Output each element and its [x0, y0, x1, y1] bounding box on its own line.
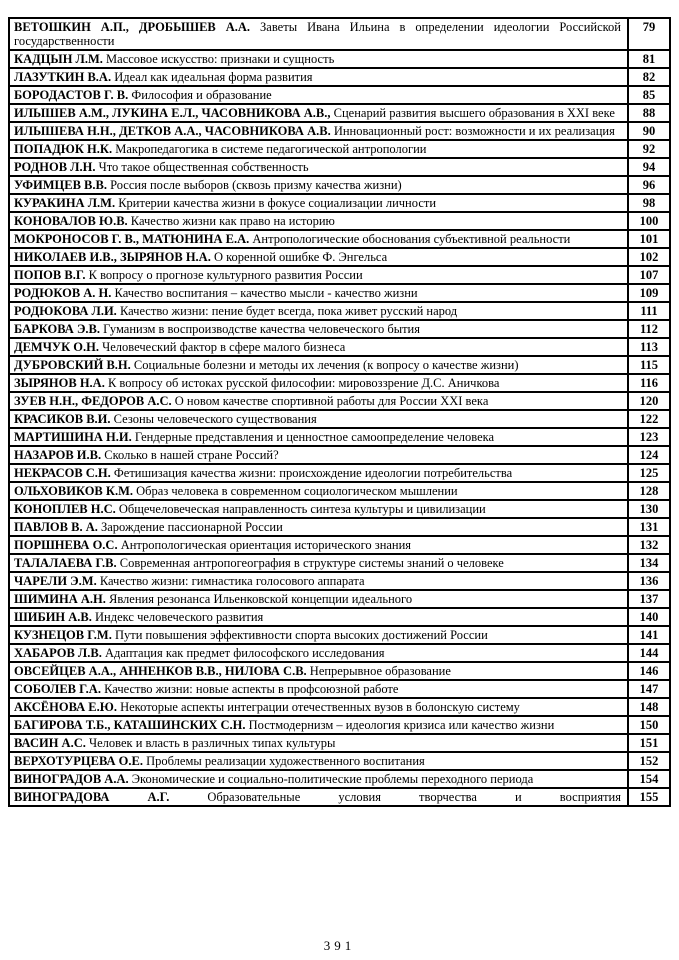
entry-text: ПАВЛОВ В. А. Зарождение пассионарной России: [9, 518, 628, 536]
entry-authors: ПОПОВ В.Г.: [14, 268, 86, 282]
entry-authors: БОРОДАСТОВ Г. В.: [14, 88, 129, 102]
toc-row: [9, 356, 670, 374]
entry-authors: СОБОЛЕВ Г.А.: [14, 682, 101, 696]
entry-text: ОЛЬХОВИКОВ К.М. Образ человека в современном социологическом мышлении: [9, 482, 628, 500]
entry-page-number: 100: [628, 212, 670, 230]
entry-authors: КОНОВАЛОВ Ю.В.: [14, 214, 128, 228]
toc-row: [9, 68, 670, 86]
entry-authors: КАДЦЫН Л.М.: [14, 52, 103, 66]
toc-row: [9, 86, 670, 104]
entry-page-number: 148: [628, 698, 670, 716]
toc-row: [9, 662, 670, 680]
entry-page-number: 122: [628, 410, 670, 428]
entry-page-number: 102: [628, 248, 670, 266]
entry-text: НАЗАРОВ И.В. Сколько в нашей стране Россий?: [9, 446, 628, 464]
toc-row: [9, 608, 670, 626]
entry-authors: МАРТИШИНА Н.И.: [14, 430, 132, 444]
entry-page-number: 152: [628, 752, 670, 770]
entry-page-number: 125: [628, 464, 670, 482]
entry-authors: ЗУЕВ Н.Н., ФЕДОРОВ А.С.: [14, 394, 172, 408]
entry-authors: ЛАЗУТКИН В.А.: [14, 70, 112, 84]
entry-page-number: 113: [628, 338, 670, 356]
toc-row: [9, 50, 670, 68]
toc-row: [9, 410, 670, 428]
toc-row: [9, 140, 670, 158]
toc-row: [9, 392, 670, 410]
entry-text: ПОРШНЕВА О.С. Антропологическая ориентация исторического знания: [9, 536, 628, 554]
entry-page-number: 124: [628, 446, 670, 464]
toc-row: [9, 500, 670, 518]
entry-text: ВЕТОШКИН А.П., ДРОБЫШЕВ А.А. Заветы Ивана Ильина в определении идеологии Российской государственности: [9, 18, 628, 50]
entry-page-number: 92: [628, 140, 670, 158]
entry-text: ДУБРОВСКИЙ В.Н. Социальные болезни и методы их лечения (к вопросу о качестве жизни): [9, 356, 628, 374]
entry-page-number: 155: [628, 788, 670, 806]
entry-authors: ПОПАДЮК Н.К.: [14, 142, 113, 156]
entry-authors: ДУБРОВСКИЙ В.Н.: [14, 358, 131, 372]
toc-row: [9, 536, 670, 554]
entry-page-number: 112: [628, 320, 670, 338]
entry-page-number: 81: [628, 50, 670, 68]
toc-row: [9, 18, 670, 50]
entry-text: КУЗНЕЦОВ Г.М. Пути повышения эффективности спорта высоких достижений России: [9, 626, 628, 644]
toc-row: [9, 734, 670, 752]
entry-page-number: 107: [628, 266, 670, 284]
entry-page-number: 88: [628, 104, 670, 122]
toc-row: [9, 518, 670, 536]
entry-text: РОДЮКОВ А. Н. Качество воспитания – качество мысли - качество жизни: [9, 284, 628, 302]
entry-text: АКСЁНОВА Е.Ю. Некоторые аспекты интеграции отечественных вузов в болонскую систему: [9, 698, 628, 716]
entry-page-number: 151: [628, 734, 670, 752]
entry-authors: НЕКРАСОВ С.Н.: [14, 466, 111, 480]
entry-text: ПОПАДЮК Н.К. Макропедагогика в системе педагогической антропологии: [9, 140, 628, 158]
entry-authors: РОДЮКОВА Л.И.: [14, 304, 117, 318]
entry-text: БАРКОВА Э.В. Гуманизм в воспроизводстве качества человеческого бытия: [9, 320, 628, 338]
entry-page-number: 140: [628, 608, 670, 626]
entry-authors: ВЕРХОТУРЦЕВА О.Е.: [14, 754, 143, 768]
entry-page-number: 137: [628, 590, 670, 608]
entry-text: ВАСИН А.С. Человек и власть в различных типах культуры: [9, 734, 628, 752]
toc-table: [8, 17, 671, 807]
entry-authors: КОНОПЛЕВ Н.С.: [14, 502, 116, 516]
entry-authors: ВИНОГРАДОВА А.Г.: [14, 790, 170, 804]
entry-text: ТАЛАЛАЕВА Г.В. Современная антропогеография в структуре системы знаний о человеке: [9, 554, 628, 572]
entry-page-number: 141: [628, 626, 670, 644]
toc-row: [9, 788, 670, 806]
entry-page-number: 79: [628, 18, 670, 50]
toc-row: [9, 248, 670, 266]
entry-text: РОДНОВ Л.Н. Что такое общественная собственность: [9, 158, 628, 176]
entry-authors: НАЗАРОВ И.В.: [14, 448, 102, 462]
entry-text: ДЕМЧУК О.Н. Человеческий фактор в сфере малого бизнеса: [9, 338, 628, 356]
entry-page-number: 154: [628, 770, 670, 788]
entry-text: ВИНОГРАДОВ А.А. Экономические и социально-политические проблемы переходного периода: [9, 770, 628, 788]
entry-page-number: 94: [628, 158, 670, 176]
entry-text: ЧАРЕЛИ Э.М. Качество жизни: гимнастика голосового аппарата: [9, 572, 628, 590]
toc-row: [9, 464, 670, 482]
toc-row: [9, 176, 670, 194]
page-number: 391: [323, 938, 356, 953]
entry-authors: ТАЛАЛАЕВА Г.В.: [14, 556, 117, 570]
entry-page-number: 123: [628, 428, 670, 446]
toc-row: [9, 590, 670, 608]
entry-page-number: 90: [628, 122, 670, 140]
entry-text: НЕКРАСОВ С.Н. Фетишизация качества жизни: происхождение идеологии потребительства: [9, 464, 628, 482]
toc-row: [9, 554, 670, 572]
entry-authors: БАГИРОВА Т.Б., КАТАШИНСКИХ С.Н.: [14, 718, 246, 732]
entry-authors: УФИМЦЕВ В.В.: [14, 178, 107, 192]
entry-page-number: 146: [628, 662, 670, 680]
entry-text: КОНОВАЛОВ Ю.В. Качество жизни как право на историю: [9, 212, 628, 230]
entry-text: ЗЫРЯНОВ Н.А. К вопросу об истоках русской философии: мировоззрение Д.С. Аничкова: [9, 374, 628, 392]
entry-authors: ВИНОГРАДОВ А.А.: [14, 772, 129, 786]
toc-row: [9, 626, 670, 644]
entry-authors: ОВСЕЙЦЕВ А.А., АННЕНКОВ В.В., НИЛОВА С.В.: [14, 664, 307, 678]
toc-row: [9, 770, 670, 788]
entry-page-number: 109: [628, 284, 670, 302]
entry-page-number: 116: [628, 374, 670, 392]
toc-row: [9, 752, 670, 770]
toc-row: [9, 446, 670, 464]
entry-text: БАГИРОВА Т.Б., КАТАШИНСКИХ С.Н. Постмодернизм – идеология кризиса или качество жизни: [9, 716, 628, 734]
entry-text: КРАСИКОВ В.И. Сезоны человеческого существования: [9, 410, 628, 428]
entry-page-number: 128: [628, 482, 670, 500]
entry-authors: ЗЫРЯНОВ Н.А.: [14, 376, 105, 390]
toc-row: [9, 302, 670, 320]
entry-page-number: 147: [628, 680, 670, 698]
entry-page-number: 96: [628, 176, 670, 194]
entry-authors: АКСЁНОВА Е.Ю.: [14, 700, 117, 714]
entry-page-number: 136: [628, 572, 670, 590]
entry-text: ШИМИНА А.Н. Явления резонанса Ильенковской концепции идеального: [9, 590, 628, 608]
entry-page-number: 130: [628, 500, 670, 518]
entry-authors: ДЕМЧУК О.Н.: [14, 340, 99, 354]
entry-page-number: 131: [628, 518, 670, 536]
entry-authors: РОДЮКОВ А. Н.: [14, 286, 112, 300]
entry-authors: ПОРШНЕВА О.С.: [14, 538, 118, 552]
entry-authors: ЧАРЕЛИ Э.М.: [14, 574, 97, 588]
entry-text: РОДЮКОВА Л.И. Качество жизни: пение будет всегда, пока живет русский народ: [9, 302, 628, 320]
toc-row: [9, 644, 670, 662]
entry-page-number: 134: [628, 554, 670, 572]
toc-row: [9, 194, 670, 212]
toc-row: [9, 338, 670, 356]
entry-text: СОБОЛЕВ Г.А. Качество жизни: новые аспекты в профсоюзной работе: [9, 680, 628, 698]
entry-page-number: 98: [628, 194, 670, 212]
entry-text: ВИНОГРАДОВА А.Г. Образовательные условия творчества и восприятия: [9, 788, 628, 806]
toc-row: [9, 104, 670, 122]
entry-authors: ШИМИНА А.Н.: [14, 592, 106, 606]
entry-text: ШИБИН А.В. Индекс человеческого развития: [9, 608, 628, 626]
toc-row: [9, 374, 670, 392]
entry-authors: ИЛЫШЕВА Н.Н., ДЕТКОВ А.А., ЧАСОВНИКОВА А.В.: [14, 124, 331, 138]
entry-text: ЛАЗУТКИН В.А. Идеал как идеальная форма развития: [9, 68, 628, 86]
entry-text: ХАБАРОВ Л.В. Адаптация как предмет философского исследования: [9, 644, 628, 662]
entry-page-number: 120: [628, 392, 670, 410]
entry-text: МАРТИШИНА Н.И. Гендерные представления и ценностное самоопределение человека: [9, 428, 628, 446]
entry-text: УФИМЦЕВ В.В. Россия после выборов (сквозь призму качества жизни): [9, 176, 628, 194]
toc-row: [9, 680, 670, 698]
entry-page-number: 82: [628, 68, 670, 86]
entry-authors: ВЕТОШКИН А.П., ДРОБЫШЕВ А.А.: [14, 20, 251, 34]
entry-text: БОРОДАСТОВ Г. В. Философия и образование: [9, 86, 628, 104]
entry-page-number: 150: [628, 716, 670, 734]
entry-text: КАДЦЫН Л.М. Массовое искусство: признаки и сущность: [9, 50, 628, 68]
entry-text: ИЛЫШЕВ А.М., ЛУКИНА Е.Л., ЧАСОВНИКОВА А.В., Сценарий развития высшего образования в XXI веке: [9, 104, 628, 122]
toc-row: [9, 230, 670, 248]
entry-text: НИКОЛАЕВ И.В., ЗЫРЯНОВ Н.А. О коренной ошибке Ф. Энгельса: [9, 248, 628, 266]
entry-authors: КУЗНЕЦОВ Г.М.: [14, 628, 112, 642]
entry-authors: ИЛЫШЕВ А.М., ЛУКИНА Е.Л., ЧАСОВНИКОВА А.В.,: [14, 106, 331, 120]
toc-row: [9, 212, 670, 230]
toc-row: [9, 284, 670, 302]
entry-page-number: 115: [628, 356, 670, 374]
entry-text: ИЛЫШЕВА Н.Н., ДЕТКОВ А.А., ЧАСОВНИКОВА А.В. Инновационный рост: возможности и их реализация: [9, 122, 628, 140]
entry-authors: НИКОЛАЕВ И.В., ЗЫРЯНОВ Н.А.: [14, 250, 211, 264]
entry-page-number: 111: [628, 302, 670, 320]
entry-authors: КУРАКИНА Л.М.: [14, 196, 116, 210]
entry-authors: ВАСИН А.С.: [14, 736, 86, 750]
entry-authors: РОДНОВ Л.Н.: [14, 160, 96, 174]
entry-text: МОКРОНОСОВ Г. В., МАТЮНИНА Е.А. Антропологические обоснования субъективной реальности: [9, 230, 628, 248]
toc-row: [9, 572, 670, 590]
toc-row: [9, 158, 670, 176]
entry-authors: ПАВЛОВ В. А.: [14, 520, 98, 534]
entry-page-number: 85: [628, 86, 670, 104]
entry-authors: КРАСИКОВ В.И.: [14, 412, 111, 426]
entry-authors: ШИБИН А.В.: [14, 610, 92, 624]
toc-body: [9, 18, 670, 806]
toc-row: [9, 122, 670, 140]
toc-row: [9, 482, 670, 500]
entry-text: ОВСЕЙЦЕВ А.А., АННЕНКОВ В.В., НИЛОВА С.В. Непрерывное образование: [9, 662, 628, 680]
entry-text: ПОПОВ В.Г. К вопросу о прогнозе культурного развития России: [9, 266, 628, 284]
entry-authors: МОКРОНОСОВ Г. В., МАТЮНИНА Е.А.: [14, 232, 250, 246]
toc-row: [9, 266, 670, 284]
entry-authors: БАРКОВА Э.В.: [14, 322, 101, 336]
entry-text: КОНОПЛЕВ Н.С. Общечеловеческая направленность синтеза культуры и цивилизации: [9, 500, 628, 518]
entry-authors: ОЛЬХОВИКОВ К.М.: [14, 484, 134, 498]
entry-page-number: 101: [628, 230, 670, 248]
toc-row: [9, 428, 670, 446]
entry-text: КУРАКИНА Л.М. Критерии качества жизни в фокусе социализации личности: [9, 194, 628, 212]
entry-page-number: 132: [628, 536, 670, 554]
entry-page-number: 144: [628, 644, 670, 662]
entry-authors: ХАБАРОВ Л.В.: [14, 646, 102, 660]
toc-row: [9, 716, 670, 734]
entry-text: ЗУЕВ Н.Н., ФЕДОРОВ А.С. О новом качестве спортивной работы для России XXI века: [9, 392, 628, 410]
entry-text: ВЕРХОТУРЦЕВА О.Е. Проблемы реализации художественного воспитания: [9, 752, 628, 770]
toc-row: [9, 698, 670, 716]
toc-row: [9, 320, 670, 338]
